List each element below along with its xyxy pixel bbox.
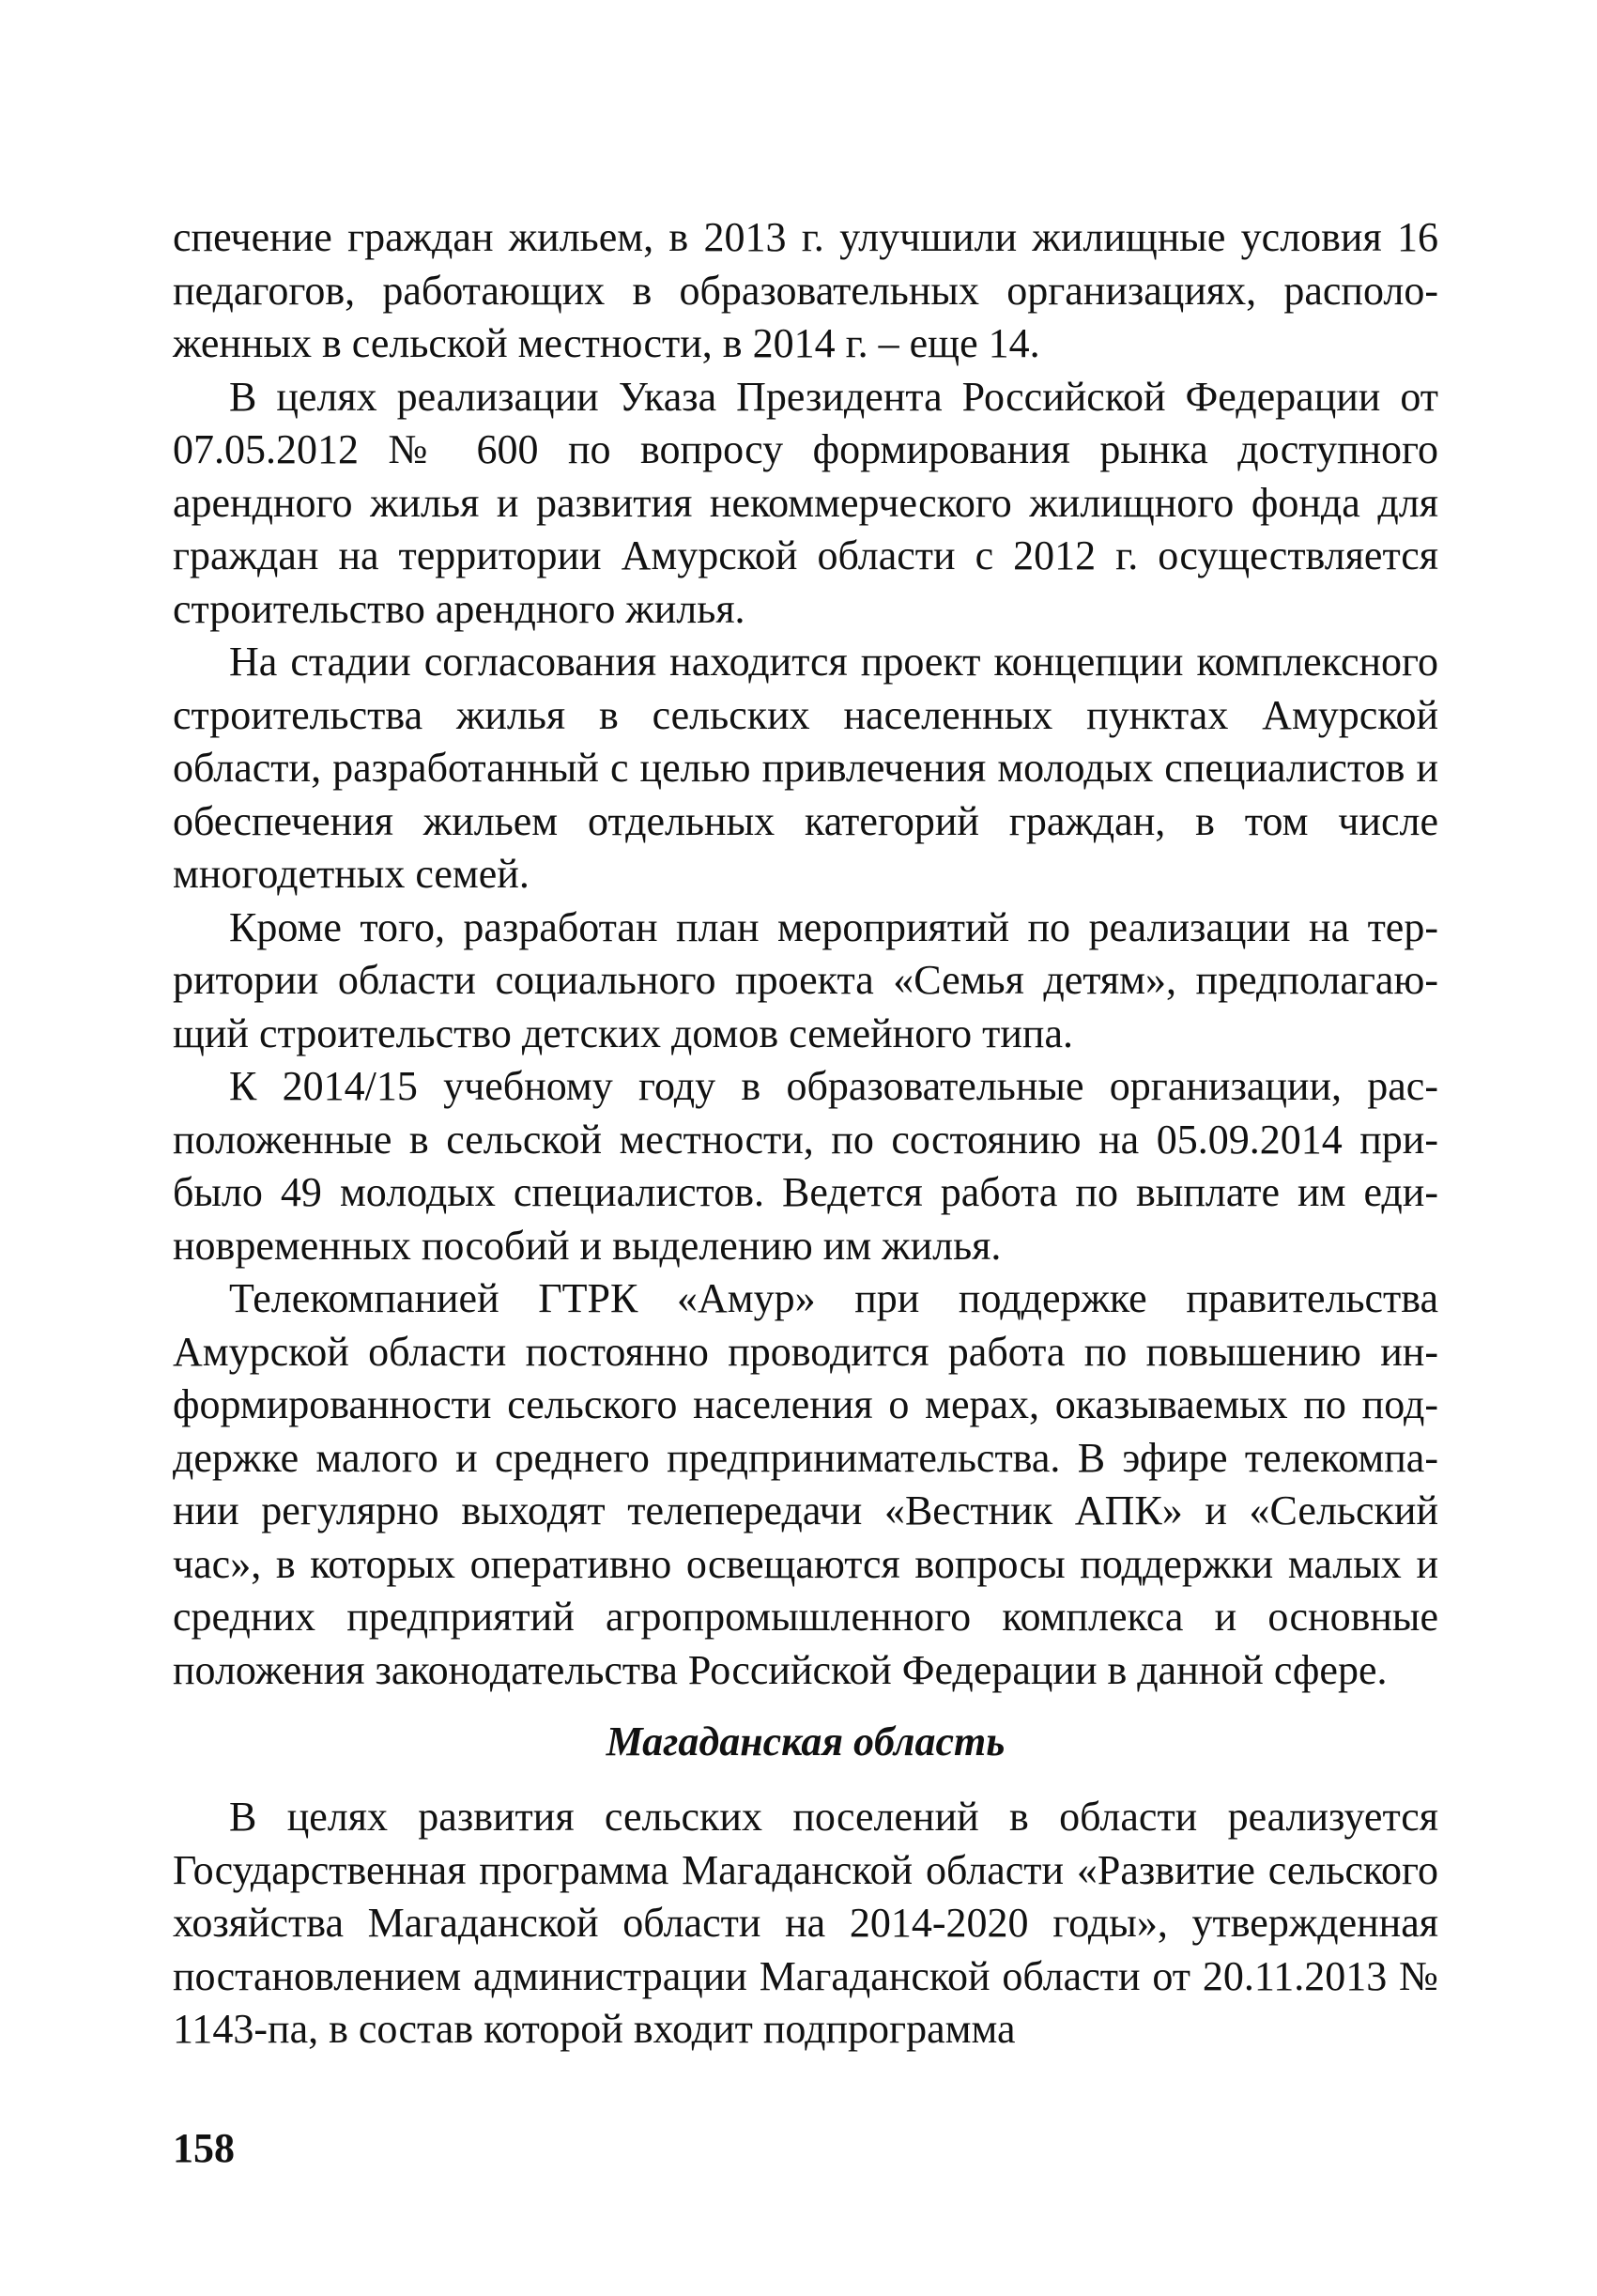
section-heading: Магаданская область bbox=[606, 1718, 1006, 1764]
paragraph: Телекомпанией ГТРК «Амур» при поддержке правительства Амурской области постоянно проводится работа по повышению информированности сельского населения о мерах, оказываемых по поддержке малого и среднего предпринимательства. В эфире телекомпании регулярно выходят телепередачи «Вестник АПК» и «Сельский час», в которых оперативно освещаются вопросы поддержки малых и средних предприятий агропромышленного комплекса и основные положения законодательства Российской Федерации в данной сфере. bbox=[173, 1275, 1438, 1693]
page-body bbox=[173, 211, 1438, 2057]
page-number: 158 bbox=[173, 2125, 235, 2171]
paragraph: В целях реализации Указа Президента Российской Федерации от 07.05.2012 № 600 по вопросу формирования рынка доступного арендного жилья и развития некоммерческого жилищного фонда для граждан на территории Амурской области с 2012 г. осуществляется строительство арендного жилья. bbox=[173, 373, 1438, 632]
paragraph: На стадии согласования находится проект концепции комплексного строительства жилья в сельских населенных пунктах Амурской области, разработанный с целью привлечения молодых специалистов и обеспечения жильем отдельных категорий граждан, в том числе многодетных семей. bbox=[173, 639, 1438, 897]
paragraph: спечение граждан жильем, в 2013 г. улучшили жилищные условия 16 педагогов, работающих в образовательных организациях, расположенных в сельской местности, в 2014 г. – еще 14. bbox=[173, 214, 1438, 366]
paragraph: Кроме того, разработан план мероприятий по реализации на территории области социального проекта «Семья детям», предполагающий строительство детских домов семейного типа. bbox=[173, 903, 1438, 1056]
paragraph: В целях развития сельских поселений в области реализуется Государственная программа Магаданской области «Развитие сельского хозяйства Магаданской области на 2014-2020 годы», утвержденная постановлением администрации Магаданской области от 20.11.2013 № 1143-па, в состав которой входит подпрограмма bbox=[173, 1794, 1438, 2052]
paragraph: К 2014/15 учебному году в образовательные организации, расположенные в сельской местности, по состоянию на 05.09.2014 прибыло 49 молодых специалистов. Ведется работа по выплате им единовременных пособий и выделению им жилья. bbox=[173, 1063, 1438, 1269]
